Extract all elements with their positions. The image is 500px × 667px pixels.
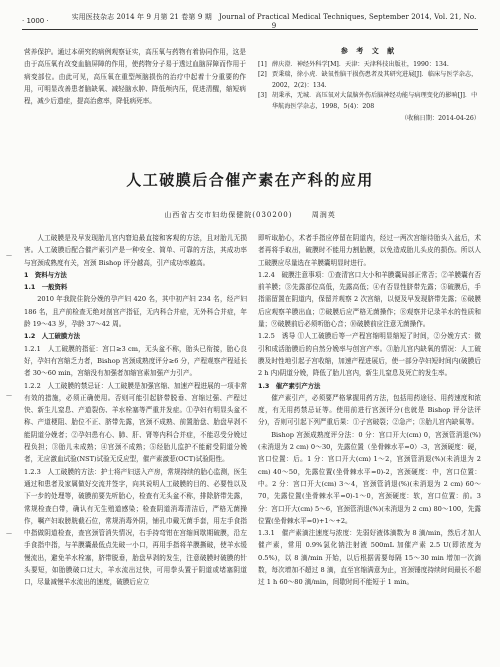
author-line: [0, 210, 500, 220]
reference-item: [258, 91, 480, 112]
body-paragraph: 人工破膜是及早发现胎儿宫内窘迫最直接和客观的方法，且对胎儿无损害。人工破膜后配合催产素引产是一种安全、简单、可靠的方法，其成功率与宫颈成熟度有关，宫颈 Bishop 评分越高，引产成功率越高。: [24, 234, 247, 267]
margin-mark: —: [6, 252, 12, 259]
reference-number: [3]: [258, 92, 267, 99]
section-heading: 1.3 催产素引产方法: [258, 381, 321, 390]
section-heading: 1.2 人工破膜方法: [24, 332, 81, 341]
body-paragraph: 1.2.4 破膜注意事项：①查清宫口大小和羊膜囊局部正常否；②羊膜囊有否前羊膜；③先露部位高低，先露高低；④有否显性脐带先露；⑤破膜后，手指需留置在阴道内，保留并观察 2 次宫缩，以便及早发现脐带先露；⑥破膜后应观察羊膜出血；⑦破膜后应严格无菌操作；⑧观察并记录羊水的性质和量；⑨破膜前后必须听胎心音；⑩破膜前应注意无菌操作。: [258, 270, 481, 329]
running-header: [22, 14, 478, 28]
author-name: 周润英: [311, 211, 336, 219]
reference-item: [258, 70, 480, 91]
reference-number: [2]: [258, 71, 267, 78]
article-title: 人工破膜后合催产素在产科的应用: [126, 171, 374, 189]
references-block: [258, 46, 480, 125]
journal-title: 实用医技杂志 2014 年 9 月第 21 卷第 9 期 Journal of Practical Medical Techniques, September 2014, Vol. 21, No. 9: [71, 13, 477, 30]
reference-number: [1]: [258, 60, 267, 68]
margin-mark: —: [6, 392, 12, 399]
body-paragraph: 催产素引产，必须要严格掌握用药方法，包括用药途径、用药速度和浓度，有无用药禁忌证等。使用前进行宫颈评分(也就是 Bishop 评分法评分)，否则可引起下列严重后果：①子宫破裂；②急产；③胎儿宫内缺氧等。: [258, 393, 481, 427]
section-heading: 1.1 一般资料: [24, 283, 68, 292]
section-heading: 1 资料与方法: [24, 270, 67, 279]
references-title: 参 考 文 献: [340, 46, 398, 55]
body-paragraph: 1.2.1 人工破膜的指征：宫口≥3 cm，无头盆不称，胎头已衔接，胎心良好，孕妇有宫缩乏力者，Bishop 宫颈成熟度评分≥6 分，产程观察产程延长者 30～60 min，宫缩没有加强者加缩宫素加强产力引产。: [24, 344, 247, 378]
previous-article-text: 营养保护。通过本研究的病例观察证实，高压氧与药物有着协同作用，这是由于高压氧有改变血脑屏障的作用，使药物分子易于透过血脑屏障而作用于病变部位。由此可见，高压氧在重型颅脑损伤的治疗中起着十分重要的作用，可明显改善患者脑缺氧、减轻脑水肿、降低颅内压，促进清醒，缩短病程，减少后遗症，提高治愈率，降低病死率。: [24, 48, 246, 106]
author-affiliation: 山西省古交市妇幼保健院(030200): [164, 211, 293, 219]
reference-text: 贾秉瑞，徐小虎．缺氧性脑干损伤患者及其研究进展[J]．临床与医学杂志，2002，2(2)：134.: [272, 71, 478, 89]
body-paragraph: 即听取胎心，术者手指应停留在阴道内，经过一两次宫缩待胎头入盆后，术者再将手取出，破膜时不能用力割胎膜，以免造成胎儿头皮的损伤。所以人工破膜应尽量选在羊膜囊明显时进行。: [258, 234, 481, 267]
body-paragraph: 1.3.1 催产素滴注速度与浓度：先弱好液体滴数为 8 滴/min，然后才加人催产素，常用 0.9%氯化钠注射液 500mL 加催产素 2.5 U(即浓度为 0.5%)，以 8 滴/min 开始，以后根据需要每隔 15～30 min 增加一次滴数，每次增加不超过 8 滴，直至宫缩满意为止，宫颈锤度持续时间最长不超过 1 h 60～80 滴/min，间歇时间不能短于 1 min。: [258, 529, 481, 587]
header-rule: [22, 29, 478, 30]
reference-text: 胡秉承，无城．高压氧对大鼠脑外伤后脑神经功能与病理变化的影响[J]．中华航海医学杂志，1998，5(4)：208: [272, 92, 478, 110]
received-date: （收稿日期：2014-04-26）: [401, 115, 480, 122]
body-column-left: [24, 232, 247, 589]
margin-mark: —: [6, 530, 12, 537]
reference-text: 薛庆澄．神经外科学[M]．天津：天津科技出版社，1990：134.: [272, 60, 449, 68]
body-paragraph: Bishop 宫颈成熟度评分法：0 分：宫口开大(cm) 0，宫颈管消退(%)(未消退为 2 cm) 0～30，先露位置（坐骨棘水平=0）-3，宫颈硬度：硬，宫口位置：后。1 分：宫口开大(cm) 1～2，宫颈管消退(%)(未消退为 2 cm) 40～50，先露位置(坐骨棘水平=0)-2，宫颈硬度：中，宫口位置：中。2 分：宫口开大(cm) 3～4，宫颈管消退(%)(未消退为 2 cm) 60～70，先露位置(坐骨棘水平=0)-1～0，宫颈硬度：软，宫口位置：前。3 分：宫口开大(cm) 5～6，宫颈管消退(%)(未消退为 2 cm) 80～100，先露位置(坐骨棘水平=0)+1～+2。: [258, 430, 481, 525]
body-paragraph: 1.2.3 人工破膜的方法：护士将产妇送入产房，常规持续的胎心监测，医生通过和患者及家属做好交流并签字，向其说明人工破膜的目的、必要性以及下一步的处理等，破膜前要先听胎心，检查有无头盆不称，排除脐带先露，常规检查白带，确认有无生殖道感染；检查阴道消毒清洁后，严格无菌操作，嘱产妇取膀胱截石位，常规消毒外阴，铺孔巾戴无菌手套，用左手食指中指做阴道检查，查宫颈管消失情况，右手持弯钳在宫缩间歇期破膜，沿左手食指中指，与羊膜囊最低点先破一小口，再用手指将羊膜撕破，使羊水缓慢流出，避免羊水栓塞，脐带脱垂，胎盘早剥的发生，注意破膜时破膜的针头要短，如胎膜破口过大，羊水流出过快，可用拳头置于阴道或堵塞阴道口，尽量减慢羊水流出的速度，破膜后应立: [24, 467, 247, 587]
body-paragraph: 1.2.5 诱导 ①人工破膜后等一产程宫缩明显缩短了时间，②分娩方式：微引和成活胎膜后的自然分娩率与创宫产率。③胎儿宫内缺氧的情况：人工破膜及时性地引起子宫收缩，加速产程进展后，使一部分孕妇短时间内(破膜后 2 h 内)阴道分娩，降低了胎儿宫内，新生儿窒息及死亡的发生率。: [258, 332, 481, 378]
body-paragraph: 1.2.2 人工破膜的禁忌证：人工破膜是加强宫缩、加速产程进展的一项非常有效的措施，必须正确使用。否则可能引起脐带脱垂、宫缩过强、产程过快、新生儿窒息、产道裂伤、羊水栓塞等严重并发症。①孕妇有明显头盆不称、产道梗阻、胎位不正、脐带先露，宫颈不成熟、前置胎盘、胎盘早剥不能阴道分娩者；②孕妇患有心、肺、肝、肾等内科合并症，不能忍受分娩过程负担；③胎儿未成熟；④宫颈不成熟；⑤经胎儿监护不能耐受阴道分娩者，无应激血试验(NST)试验无反应型，催产素激惹(OCT)试验阳性。: [24, 381, 247, 464]
references-list: [258, 60, 480, 113]
body-column-right: [258, 232, 481, 589]
reference-item: [258, 60, 480, 71]
page-number: · 1000 ·: [22, 17, 49, 25]
body-paragraph: 2010 年我院住院分娩的孕产妇 420 名，其中初产妇 234 名，经产妇 186 名，且产前检查无绝对剖宫产指征，无内科合并症，无外科合并症，年龄 19～43 岁，孕龄 37～42 周。: [24, 295, 247, 329]
